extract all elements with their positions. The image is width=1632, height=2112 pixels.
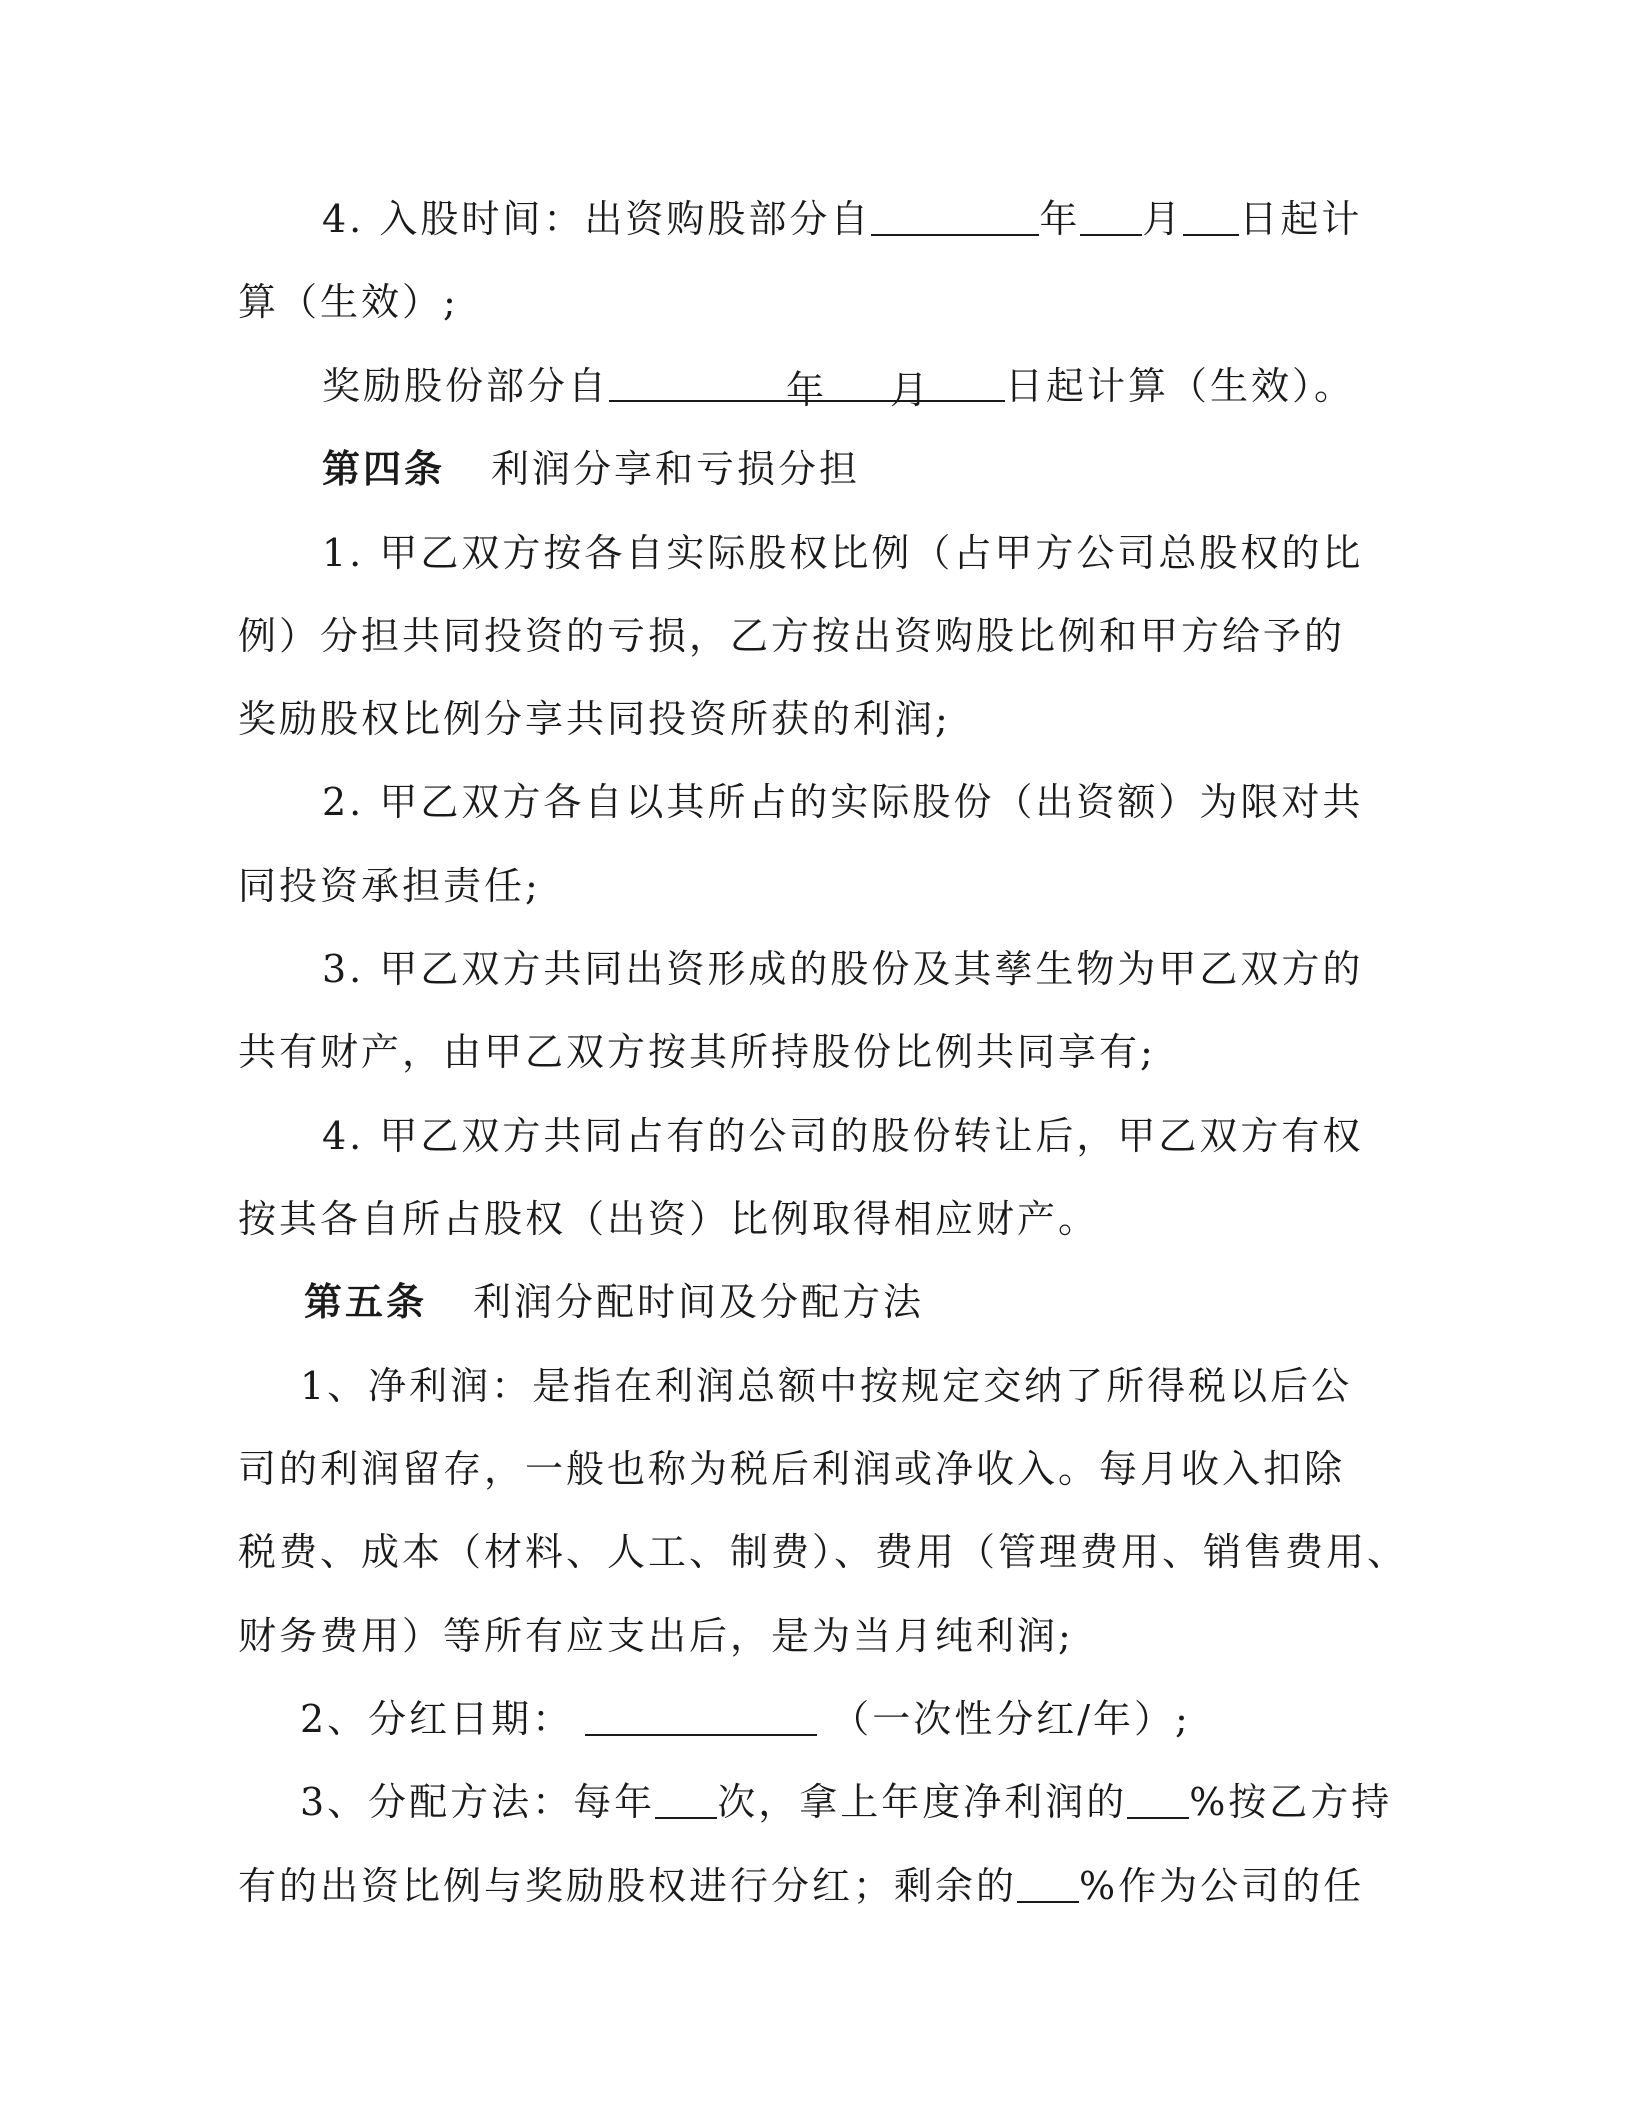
dividend-date-line (300, 1693, 1632, 1745)
day-label: 日起计 (1239, 197, 1363, 241)
remaining-percent-blank[interactable] (1017, 1865, 1079, 1903)
entry-time-line (322, 193, 1382, 245)
a4-3-line-1: 3. 甲乙双方共同出资形成的股份及其孳生物为甲乙双方的 (322, 947, 1364, 991)
a4-1-line-2: 例）分担共同投资的亏损，乙方按出资购股比例和甲方给予的 (238, 614, 1346, 658)
reward-month-label: 月 (890, 368, 929, 412)
entry-time-continuation: 算（生效）; (238, 280, 459, 324)
reward-shares-prefix: 奖励股份部分自 (322, 364, 610, 408)
entry-time-prefix: 4. 入股时间：出资购股部分自 (322, 197, 872, 241)
distribution-method-part-3: %按乙方持 (1189, 1780, 1393, 1824)
a5-1-line-3: 税费、成本（材料、人工、制费）、费用（管理费用、销售费用、 (238, 1530, 1409, 1574)
day-blank[interactable] (1183, 198, 1239, 236)
a4-2-line-1: 2. 甲乙双方各自以其所占的实际股份（出资额）为限对共 (322, 780, 1364, 824)
distribution-method-part-2: 次，拿上年度净利润的 (717, 1780, 1128, 1824)
article-5-number: 第五条 (304, 1279, 428, 1324)
distribution-method-line-2 (238, 1860, 1632, 1912)
reward-year-label: 年 (786, 368, 825, 412)
a4-3-line-2: 共有财产，由甲乙双方按其所持股份比例共同享有; (238, 1030, 1156, 1074)
a5-1-line-2: 司的利润留存，一般也称为税后利润或净收入。每月收入扣除 (238, 1447, 1346, 1491)
article-4-title: 利润分享和亏损分担 (491, 447, 861, 491)
month-label: 月 (1142, 197, 1184, 241)
distribution-method-part-4: 有的出资比例与奖励股权进行分红；剩余的 (238, 1864, 1018, 1908)
distribution-method-part-1: 3、分配方法：每年 (300, 1780, 656, 1824)
reward-day-label: 日起计算（生效）。 (1005, 364, 1356, 408)
distribution-method-part-5: %作为公司的任 (1079, 1864, 1365, 1908)
a5-1-line-4: 财务费用）等所有应支出后，是为当月纯利润; (238, 1614, 1074, 1658)
article-4-heading (322, 443, 1632, 495)
month-blank[interactable] (1080, 198, 1142, 236)
reward-date-blank[interactable] (609, 364, 1005, 412)
times-per-year-blank[interactable] (655, 1781, 717, 1819)
article-5-heading (304, 1276, 1632, 1328)
year-blank[interactable] (871, 198, 1039, 236)
year-label: 年 (1039, 197, 1081, 241)
reward-shares-line (322, 360, 1382, 412)
article-4-number: 第四条 (322, 446, 446, 491)
distribution-method-line-1 (300, 1776, 1632, 1828)
dividend-date-blank[interactable] (585, 1698, 817, 1736)
a4-4-line-1: 4. 甲乙双方共同占有的公司的股份转让后，甲乙双方有权 (322, 1114, 1364, 1158)
a4-2-line-2: 同投资承担责任; (238, 864, 541, 908)
profit-percent-blank[interactable] (1127, 1781, 1189, 1819)
a4-4-line-2: 按其各自所占股权（出资）比例取得相应财产。 (238, 1197, 1100, 1241)
dividend-date-suffix: （一次性分红/年）; (831, 1697, 1191, 1741)
a5-1-line-1: 1、净利润：是指在利润总额中按规定交纳了所得税以后公 (300, 1364, 1353, 1408)
article-5-title: 利润分配时间及分配方法 (473, 1280, 925, 1324)
a4-1-line-3: 奖励股权比例分享共同投资所获的利润; (238, 697, 951, 741)
dividend-date-prefix: 2、分红日期： (300, 1697, 574, 1741)
a4-1-line-1: 1. 甲乙双方按各自实际股权比例（占甲方公司总股权的比 (322, 531, 1364, 575)
